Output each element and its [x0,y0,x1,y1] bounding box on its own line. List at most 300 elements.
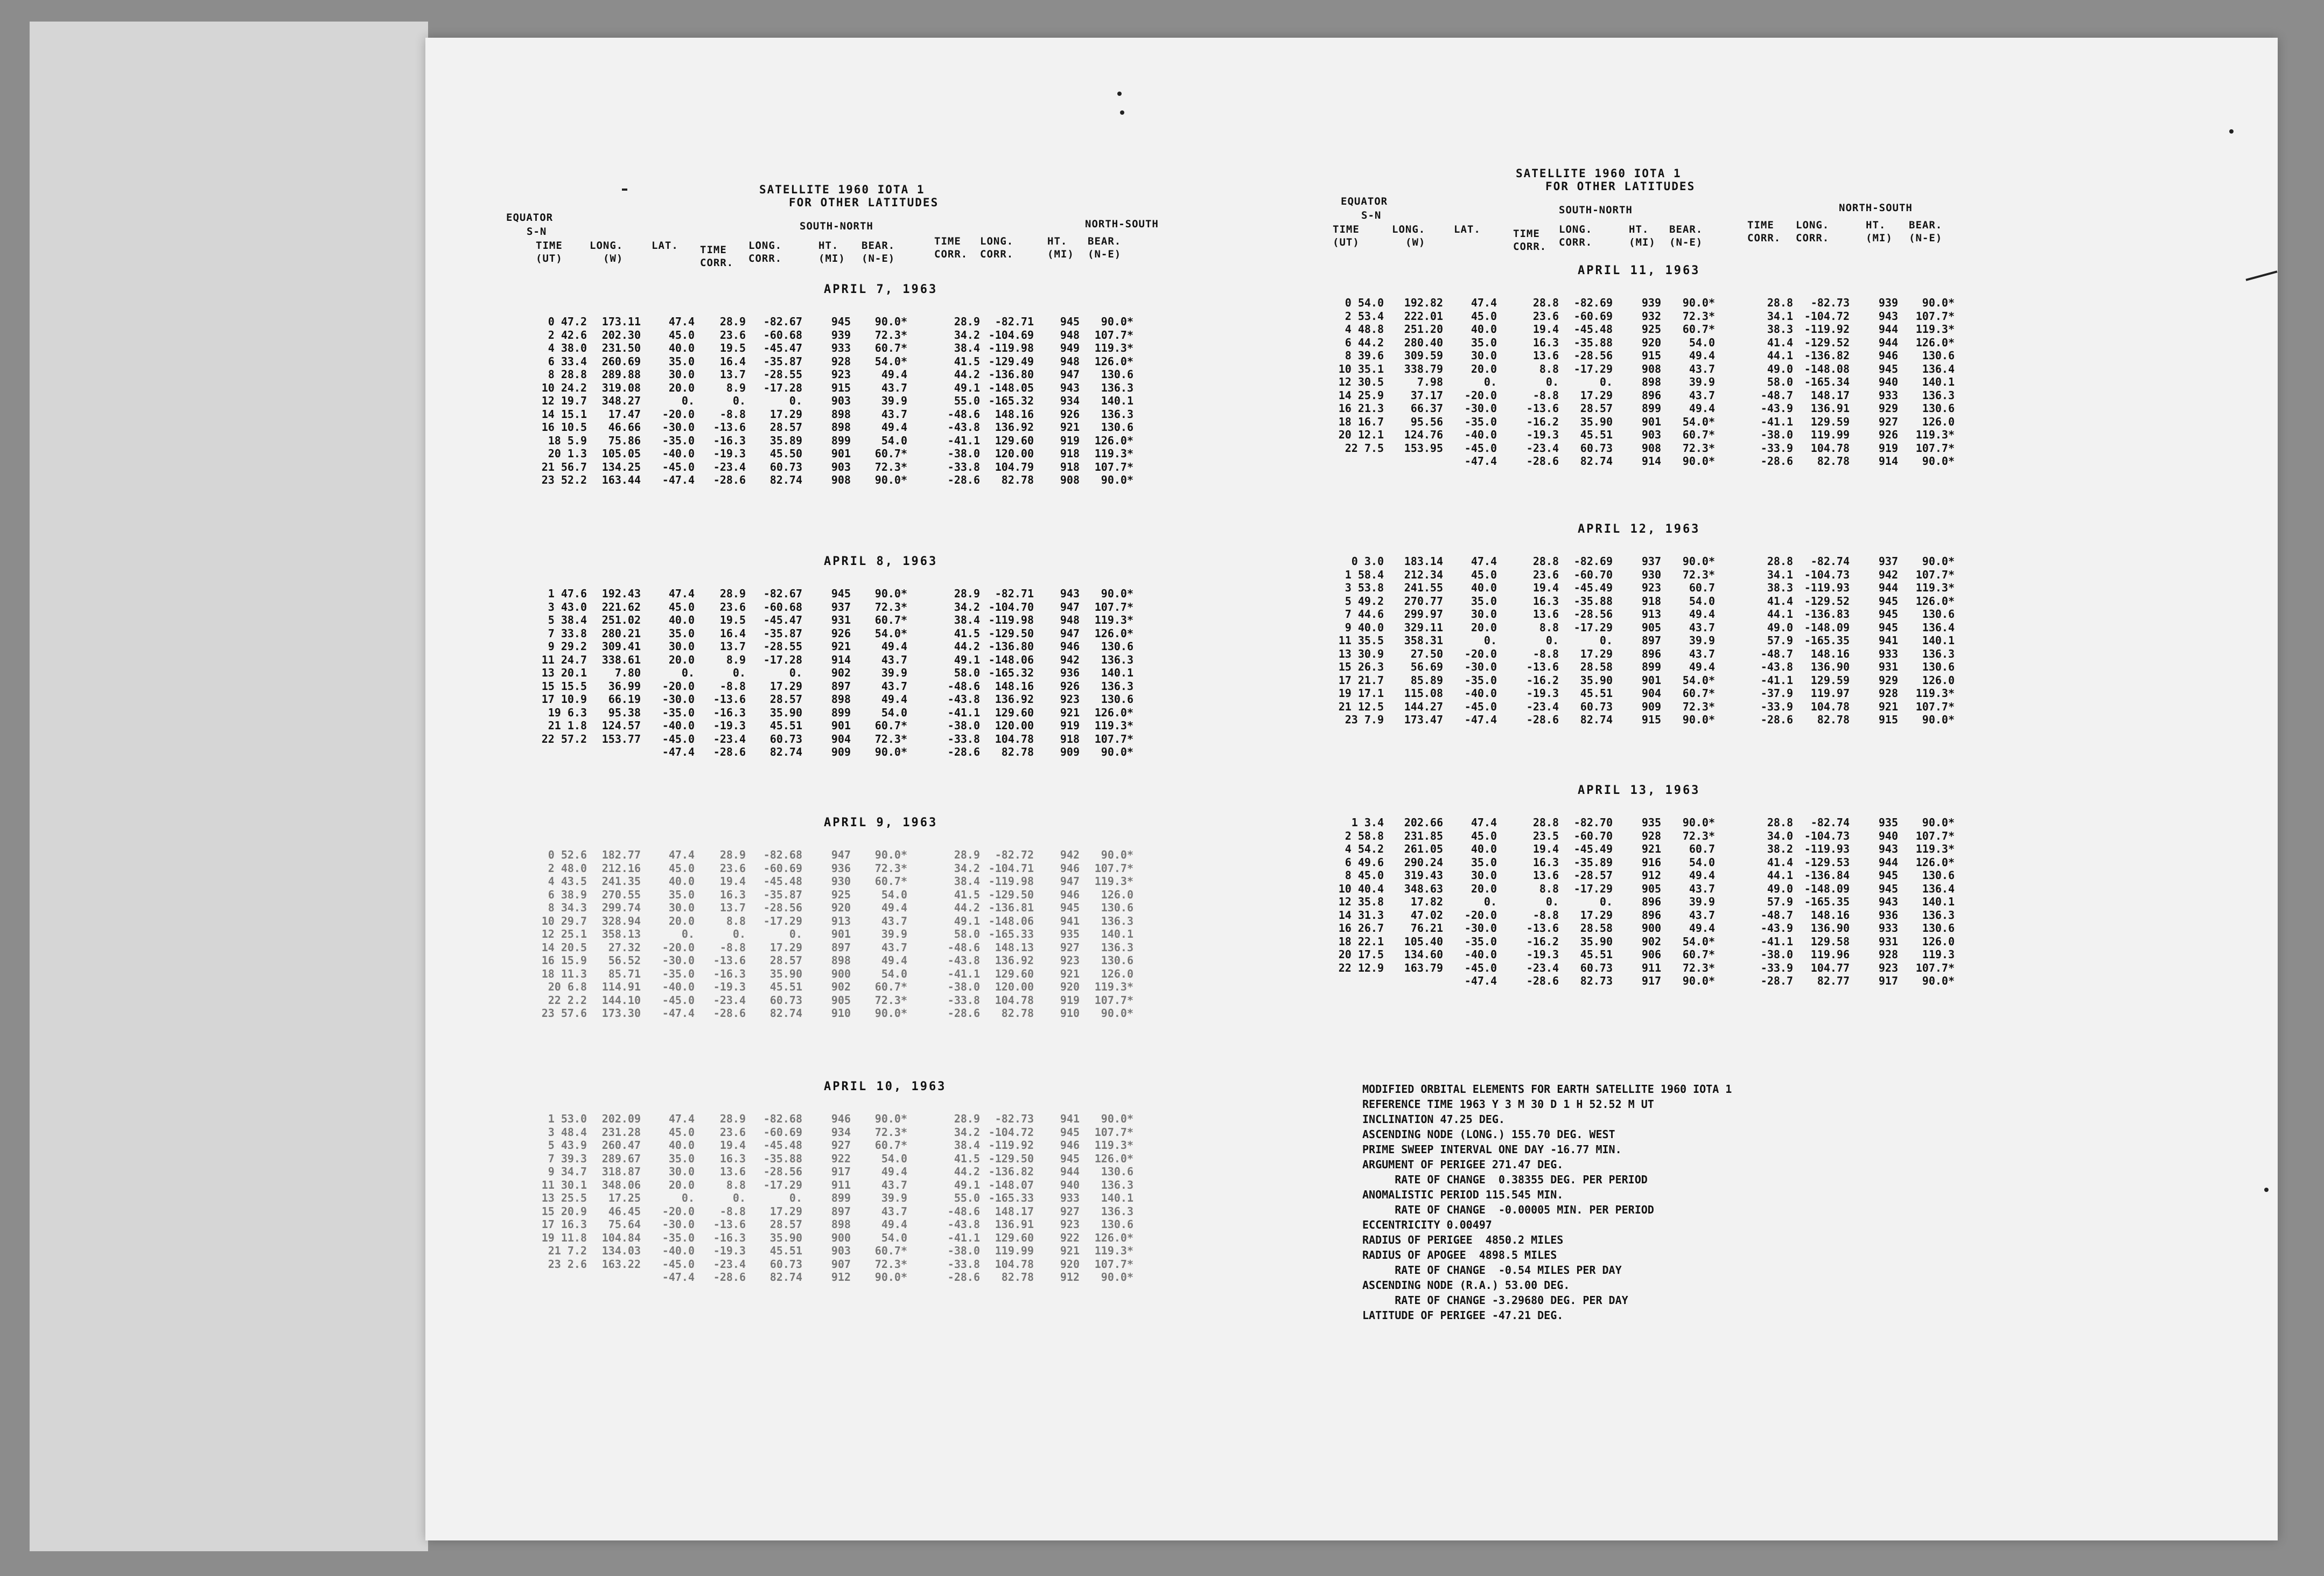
sn-bearing-cell: 60.7* [874,719,907,732]
ns-long-corr-cell: -148.09 [1804,882,1850,895]
ns-long-corr-cell: 104.77 [1810,961,1850,974]
ns-time-corr-cell: -38.0 [947,980,980,993]
sn-height-cell: 947 [831,848,851,861]
sn-height-cell: 898 [831,1218,851,1231]
sn-height-cell: 896 [1641,908,1661,922]
longitude-cell: 338.61 [601,653,641,666]
sn-time-corr-cell: 28.9 [719,315,746,328]
sn-long-corr-cell: 60.73 [769,1257,802,1271]
sn-height-cell: 901 [831,447,851,460]
time-cell: 5 43.9 [548,1139,587,1152]
orbital-element-line: RADIUS OF APOGEE 4898.5 MILES [1362,1249,1557,1261]
ns-time-corr-cell: 44.2 [954,1165,980,1178]
column-header: NORTH-SOUTH [1839,202,1913,214]
ns-bearing-cell: 140.1 [1101,1191,1133,1204]
sn-height-cell: 920 [1641,336,1661,349]
longitude-cell: 358.13 [601,928,641,940]
ns-height-cell: 947 [1060,368,1080,381]
longitude-cell: 153.77 [601,732,641,745]
ns-long-corr-cell: 148.16 [995,407,1034,421]
table-row [1319,402,2272,415]
ns-bearing-cell: 90.0* [1101,745,1133,758]
sn-long-corr-cell: -60.69 [763,861,802,875]
latitude-cell: 47.4 [668,587,695,600]
ns-bearing-cell: 136.3 [1922,908,1955,922]
longitude-cell: 173.11 [601,315,641,328]
sn-time-corr-cell: -8.8 [719,679,746,693]
sn-long-corr-cell: 0. [789,928,802,940]
ns-long-corr-cell: -165.32 [988,666,1034,679]
sn-height-cell: 923 [831,368,851,381]
latitude-cell: 30.0 [1471,349,1497,362]
ns-bearing-cell: 140.1 [1922,895,1955,908]
table-row [1319,647,2272,661]
sn-time-corr-cell: -23.4 [713,1257,746,1271]
sn-long-corr-cell: 35.89 [769,434,802,447]
sn-long-corr-cell: -17.29 [1573,362,1613,375]
sn-bearing-cell: 43.7 [881,940,907,954]
ns-long-corr-cell: 148.13 [995,940,1034,954]
latitude-cell: -20.0 [1464,388,1497,402]
ns-height-cell: 945 [1878,620,1898,634]
sn-time-corr-cell: -23.4 [1526,700,1559,713]
ns-time-corr-cell: 44.2 [954,901,980,914]
ns-long-corr-cell: 129.60 [995,1231,1034,1244]
sn-height-cell: 898 [831,693,851,706]
sn-time-corr-cell: -13.6 [1526,660,1559,673]
ns-time-corr-cell: 38.3 [1767,323,1793,336]
longitude-cell: 251.20 [1404,323,1443,336]
ns-long-corr-cell: 82.78 [1001,1007,1034,1020]
latitude-cell: -20.0 [1464,647,1497,660]
sn-bearing-cell: 72.3* [1682,568,1715,581]
latitude-cell: 45.0 [668,861,695,875]
longitude-cell: 261.05 [1404,842,1443,855]
ns-long-corr-cell: 119.96 [1810,948,1850,961]
ns-time-corr-cell: 28.9 [954,315,980,328]
table-row [1319,621,2272,634]
sn-long-corr-cell: -82.68 [763,1112,802,1125]
table-row [425,355,1319,368]
sn-bearing-cell: 43.7 [881,381,907,394]
latitude-cell: 20.0 [668,653,695,666]
ns-time-corr-cell: 38.4 [954,341,980,354]
sn-long-corr-cell: 28.57 [769,954,802,967]
orbital-element-line: ANOMALISTIC PERIOD 115.545 MIN. [1362,1188,1564,1201]
latitude-cell: -30.0 [1464,402,1497,415]
table-row [425,693,1319,706]
sn-time-corr-cell: 28.9 [719,848,746,861]
sn-time-corr-cell: 8.9 [726,381,746,394]
ns-time-corr-cell: 58.0 [954,928,980,940]
sn-bearing-cell: 54.0 [881,706,907,719]
time-cell: 6 44.2 [1345,336,1384,349]
latitude-cell: 40.0 [668,875,695,888]
sn-bearing-cell: 72.3* [874,460,907,473]
longitude-cell: 115.08 [1404,687,1443,700]
orbital-element-line: RATE OF CHANGE -0.54 MILES PER DAY [1362,1264,1622,1277]
sn-height-cell: 899 [1641,402,1661,415]
sn-long-corr-cell: 0. [1599,895,1613,908]
sn-long-corr-cell: -82.70 [1573,816,1613,829]
sn-height-cell: 930 [1641,568,1661,581]
sn-height-cell: 899 [831,434,851,447]
ns-height-cell: 948 [1060,328,1080,341]
ns-time-corr-cell: 41.5 [954,354,980,368]
latitude-cell: 20.0 [668,1178,695,1191]
sn-long-corr-cell: 35.90 [1580,673,1613,687]
ns-long-corr-cell: 148.17 [995,1204,1034,1218]
sn-bearing-cell: 39.9 [881,666,907,679]
ns-long-corr-cell: -165.35 [1804,895,1850,908]
sn-long-corr-cell: -82.67 [763,587,802,600]
sn-bearing-cell: 43.7 [1689,362,1715,375]
longitude-cell: 114.91 [601,980,641,993]
sn-time-corr-cell: 13.6 [1532,869,1559,882]
sn-bearing-cell: 54.0* [1682,935,1715,948]
sn-height-cell: 896 [1641,647,1661,660]
ns-height-cell: 921 [1060,706,1080,719]
latitude-cell: 30.0 [1471,869,1497,882]
longitude-cell: 319.43 [1404,869,1443,882]
ns-long-corr-cell: -82.73 [1810,296,1850,309]
column-header: CORR. [748,253,782,264]
sn-long-corr-cell: 17.29 [769,679,802,693]
ns-long-corr-cell: 136.92 [995,693,1034,706]
ns-bearing-cell: 119.3* [1094,341,1133,354]
table-row [425,1231,1319,1245]
scan-speck [1117,92,1122,96]
time-cell: 17 10.9 [541,693,587,706]
ns-long-corr-cell: -136.80 [988,368,1034,381]
table-row [1319,687,2272,700]
latitude-cell: -20.0 [662,407,695,421]
table-row [425,1191,1319,1205]
ns-height-cell: 944 [1060,1165,1080,1178]
sn-time-corr-cell: -19.3 [1526,428,1559,441]
sn-long-corr-cell: -17.28 [763,381,802,394]
ns-time-corr-cell: 38.2 [1767,842,1793,855]
sn-height-cell: 933 [831,341,851,354]
time-cell: 11 35.5 [1338,634,1384,647]
ns-bearing-cell: 107.7* [1094,460,1133,473]
table-row [425,848,1319,862]
sn-long-corr-cell: -82.69 [1573,555,1613,568]
sn-long-corr-cell: -17.29 [1573,620,1613,634]
time-cell: 14 25.9 [1338,388,1384,402]
latitude-cell: 45.0 [668,600,695,613]
ns-height-cell: 926 [1878,428,1898,441]
ns-long-corr-cell: 104.78 [995,1257,1034,1271]
sn-height-cell: 913 [1641,608,1661,620]
ns-long-corr-cell: 129.59 [1810,415,1850,428]
sn-long-corr-cell: 60.73 [1580,961,1613,974]
sn-long-corr-cell: 82.74 [769,473,802,486]
time-cell: 18 16.7 [1338,415,1384,428]
sn-time-corr-cell: 13.6 [1532,608,1559,620]
time-cell: 18 5.9 [548,434,587,447]
ns-height-cell: 944 [1878,855,1898,869]
sn-time-corr-cell: -8.8 [1532,908,1559,922]
sn-long-corr-cell: -35.87 [763,888,802,901]
sn-height-cell: 945 [831,587,851,600]
sn-bearing-cell: 54.0 [1689,336,1715,349]
sn-height-cell: 897 [831,679,851,693]
ns-bearing-cell: 107.7* [1915,309,1955,323]
time-cell: 8 34.3 [548,901,587,914]
sn-height-cell: 909 [831,745,851,758]
sn-bearing-cell: 60.7 [1689,581,1715,594]
ns-time-corr-cell: -41.1 [1760,935,1793,948]
sn-time-corr-cell: -16.3 [713,1231,746,1244]
longitude-cell: 37.17 [1410,388,1443,402]
ns-time-corr-cell: 41.4 [1767,594,1793,608]
time-cell: 22 7.5 [1345,441,1384,455]
sn-time-corr-cell: 8.8 [1539,362,1559,375]
sn-height-cell: 923 [1641,581,1661,594]
sn-long-corr-cell: 35.90 [769,1231,802,1244]
sn-long-corr-cell: -60.68 [763,328,802,341]
sn-bearing-cell: 72.3* [874,861,907,875]
ns-bearing-cell: 136.3 [1922,647,1955,660]
sn-long-corr-cell: -82.67 [763,315,802,328]
sn-bearing-cell: 54.0 [881,888,907,901]
table-row [425,954,1319,967]
sn-height-cell: 937 [1641,555,1661,568]
time-cell: 19 17.1 [1338,687,1384,700]
ns-height-cell: 908 [1060,473,1080,486]
ns-bearing-cell: 130.6 [1101,368,1133,381]
ns-height-cell: 928 [1878,687,1898,700]
sn-time-corr-cell: 0. [1545,375,1559,388]
ns-height-cell: 947 [1060,875,1080,888]
date-heading: APRIL 9, 1963 [824,816,938,829]
column-header: (N-E) [1088,248,1122,260]
sn-long-corr-cell: 60.73 [1580,441,1613,455]
sn-long-corr-cell: -45.48 [763,1139,802,1152]
ns-height-cell: 921 [1060,1244,1080,1257]
time-cell: 13 30.9 [1338,647,1384,660]
sn-bearing-cell: 54.0* [1682,673,1715,687]
ns-height-cell: 917 [1878,974,1898,987]
ns-time-corr-cell: 44.1 [1767,869,1793,882]
sn-time-corr-cell: 23.6 [719,1125,746,1139]
longitude-cell: 289.67 [601,1152,641,1165]
latitude-cell: 20.0 [1471,620,1497,634]
ns-time-corr-cell: 28.8 [1767,296,1793,309]
ns-bearing-cell: 126.0* [1094,1152,1133,1165]
latitude-cell: 40.0 [668,613,695,626]
ns-time-corr-cell: 57.9 [1767,895,1793,908]
table-row [1319,660,2272,674]
sn-bearing-cell: 43.7 [881,1204,907,1218]
ns-bearing-cell: 90.0* [1101,1007,1133,1020]
sn-bearing-cell: 60.7* [874,613,907,626]
sn-time-corr-cell: 19.5 [719,613,746,626]
time-cell: 5 49.2 [1345,594,1384,608]
ns-long-corr-cell: 136.91 [995,1218,1034,1231]
sn-bearing-cell: 43.7 [1689,388,1715,402]
sn-time-corr-cell: -8.8 [1532,388,1559,402]
sn-time-corr-cell: 16.4 [719,354,746,368]
sn-height-cell: 925 [831,888,851,901]
ns-time-corr-cell: -48.6 [947,679,980,693]
longitude-cell: 290.24 [1404,855,1443,869]
longitude-cell: 270.55 [601,888,641,901]
ns-time-corr-cell: -28.6 [947,1271,980,1284]
ns-bearing-cell: 107.7* [1094,600,1133,613]
table-row [1319,634,2272,647]
table-row [425,928,1319,941]
ns-time-corr-cell: -48.7 [1760,908,1793,922]
table-row [1319,816,2272,829]
ns-long-corr-cell: 129.60 [995,434,1034,447]
sn-long-corr-cell: -28.55 [763,640,802,653]
sn-bearing-cell: 90.0* [1682,455,1715,468]
sn-bearing-cell: 54.0 [881,1152,907,1165]
latitude-cell: -47.4 [662,473,695,486]
ns-bearing-cell: 126.0* [1094,434,1133,447]
ns-long-corr-cell: 120.00 [995,980,1034,993]
latitude-cell: 30.0 [668,901,695,914]
ns-long-corr-cell: -129.52 [1804,594,1850,608]
sn-time-corr-cell: -19.3 [713,980,746,993]
table-row [425,341,1319,355]
ns-bearing-cell: 126.0* [1094,1231,1133,1244]
table-row [1319,455,2272,468]
sn-bearing-cell: 72.3* [874,600,907,613]
date-heading: APRIL 10, 1963 [824,1080,947,1093]
sn-time-corr-cell: -28.6 [713,1271,746,1284]
latitude-cell: -45.0 [1464,700,1497,713]
ns-bearing-cell: 90.0* [1922,713,1955,726]
longitude-cell: 338.79 [1404,362,1443,375]
sn-height-cell: 901 [831,928,851,940]
time-cell: 18 22.1 [1338,935,1384,948]
longitude-cell: 85.89 [1410,673,1443,687]
ns-bearing-cell: 119.3* [1915,842,1955,855]
ns-height-cell: 920 [1060,980,1080,993]
ns-height-cell: 945 [1878,608,1898,620]
latitude-cell: 47.4 [668,848,695,861]
longitude-cell: 46.66 [608,421,641,434]
time-cell: 21 56.7 [541,460,587,473]
sn-height-cell: 916 [1641,855,1661,869]
ns-bearing-cell: 136.3 [1101,653,1133,666]
ns-long-corr-cell: 82.78 [1001,745,1034,758]
ns-bearing-cell: 126.0 [1101,888,1133,901]
ns-bearing-cell: 126.0* [1094,706,1133,719]
time-cell: 1 58.4 [1345,568,1384,581]
sn-long-corr-cell: 17.29 [769,407,802,421]
table-row [425,1007,1319,1020]
ns-long-corr-cell: -129.52 [1804,336,1850,349]
sn-bearing-cell: 49.4 [1689,608,1715,620]
ns-height-cell: 945 [1060,1125,1080,1139]
ns-bearing-cell: 119.3* [1094,1244,1133,1257]
ns-height-cell: 928 [1878,948,1898,961]
ns-long-corr-cell: -119.98 [988,341,1034,354]
ns-height-cell: 946 [1878,349,1898,362]
table-row [425,1258,1319,1271]
longitude-cell: 309.41 [601,640,641,653]
latitude-cell: 45.0 [1471,829,1497,842]
sn-bearing-cell: 72.3* [874,1125,907,1139]
sn-long-corr-cell: 45.50 [769,447,802,460]
time-cell: 9 29.2 [548,640,587,653]
latitude-cell: -35.0 [662,434,695,447]
ns-bearing-cell: 130.6 [1101,693,1133,706]
sn-time-corr-cell: -23.4 [713,732,746,745]
ns-long-corr-cell: 104.78 [1810,700,1850,713]
sn-height-cell: 946 [831,1112,851,1125]
sn-bearing-cell: 39.9 [1689,634,1715,647]
scan-speck [2264,1188,2269,1192]
sn-height-cell: 900 [1641,922,1661,935]
ns-bearing-cell: 119.3* [1094,875,1133,888]
time-cell: 14 20.5 [541,940,587,954]
ns-bearing-cell: 126.0* [1094,354,1133,368]
time-cell: 20 1.3 [548,447,587,460]
ns-height-cell: 934 [1060,394,1080,407]
sn-time-corr-cell: 8.8 [726,914,746,928]
ns-long-corr-cell: -148.08 [1804,362,1850,375]
time-cell: 15 15.5 [541,679,587,693]
latitude-cell: 0. [681,666,695,679]
sn-long-corr-cell: -35.87 [763,354,802,368]
latitude-cell: 30.0 [668,640,695,653]
table-row [425,473,1319,487]
ns-height-cell: 943 [1060,587,1080,600]
ns-bearing-cell: 130.6 [1922,349,1955,362]
column-header: TIME [934,235,961,247]
time-cell: 20 17.5 [1338,948,1384,961]
table-row [1319,336,2272,350]
sn-long-corr-cell: -45.49 [1573,581,1613,594]
sn-long-corr-cell: -28.55 [763,368,802,381]
column-header: NORTH-SOUTH [1085,218,1159,230]
ns-long-corr-cell: 148.17 [1810,388,1850,402]
sn-bearing-cell: 49.4 [881,421,907,434]
latitude-cell: -40.0 [662,447,695,460]
latitude-cell: 20.0 [668,381,695,394]
sn-height-cell: 908 [1641,362,1661,375]
sn-time-corr-cell: -16.2 [1526,415,1559,428]
longitude-cell: 280.40 [1404,336,1443,349]
latitude-cell: 47.4 [668,315,695,328]
sn-long-corr-cell: -35.88 [763,1152,802,1165]
column-header: CORR. [1513,241,1547,253]
ns-long-corr-cell: -165.32 [988,394,1034,407]
longitude-cell: 134.60 [1404,948,1443,961]
time-cell: 16 26.7 [1338,922,1384,935]
table-subtitle: FOR OTHER LATITUDES [1545,180,1696,193]
column-header: (MI) [1629,236,1656,248]
longitude-cell: 46.45 [608,1204,641,1218]
sn-bearing-cell: 49.4 [1689,349,1715,362]
time-cell: 20 6.8 [548,980,587,993]
sn-bearing-cell: 90.0* [874,1007,907,1020]
time-cell: 6 33.4 [548,354,587,368]
time-cell: 8 39.6 [1345,349,1384,362]
sn-height-cell: 914 [1641,455,1661,468]
sn-height-cell: 910 [831,1007,851,1020]
table-row [1319,922,2272,935]
sn-bearing-cell: 43.7 [1689,908,1715,922]
ns-height-cell: 943 [1878,309,1898,323]
sn-bearing-cell: 43.7 [881,914,907,928]
ns-time-corr-cell: 34.2 [954,328,980,341]
